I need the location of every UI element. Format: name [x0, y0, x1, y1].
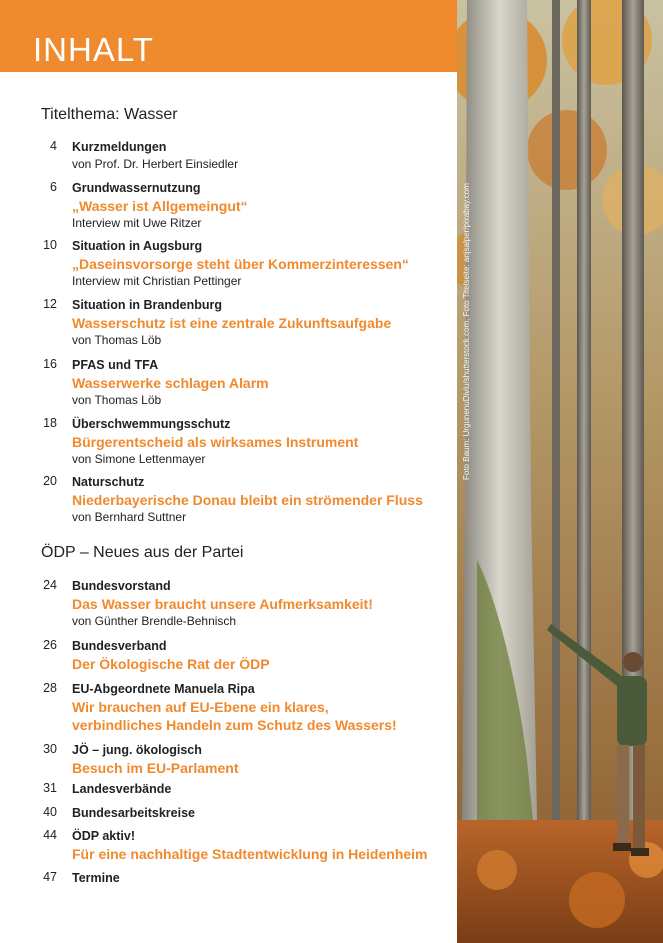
entry-headline-line2: verbindliches Handeln zum Schutz des Wassers!: [72, 717, 397, 733]
page-number: 28: [43, 681, 57, 695]
entry-byline: von Prof. Dr. Herbert Einsiedler: [72, 157, 239, 171]
entry-headline: „Wasser ist Allgemeingut“: [72, 198, 248, 214]
entry-headline: Wasserwerke schlagen Alarm: [72, 375, 269, 391]
page-number: 30: [43, 742, 57, 756]
entry-byline: von Günther Brendle-Behnisch: [72, 614, 237, 628]
page-number: 44: [43, 828, 57, 842]
entry-byline: von Simone Lettenmayer: [72, 452, 206, 466]
page-number: 10: [43, 238, 57, 252]
entry-kicker: Situation in Brandenburg: [72, 298, 222, 312]
page-number: 12: [43, 297, 57, 311]
entry-headline: Für eine nachhaltige Stadtentwicklung in Heidenheim: [72, 846, 428, 862]
entry-headline: „Daseinsvorsorge steht über Kommerzinteressen“: [72, 256, 409, 272]
page-number: 31: [43, 781, 57, 795]
entry-kicker: EU-Abgeordnete Manuela Ripa: [72, 682, 255, 696]
entry-kicker: Situation in Augsburg: [72, 239, 203, 253]
header-bar: [0, 0, 457, 72]
entry-byline: von Thomas Löb: [72, 393, 162, 407]
entry-kicker: ÖDP aktiv!: [72, 829, 135, 843]
entry-kicker: PFAS und TFA: [72, 358, 159, 372]
photo-credit: Foto Baum: UrgunenuDiviu/shutterstock.com, Foto Titelseite: anjsalper/pixabay.com: [462, 183, 471, 480]
entry-kicker: Bundesverband: [72, 639, 167, 653]
entry-byline: von Thomas Löb: [72, 333, 162, 347]
entry-kicker: Landesverbände: [72, 782, 172, 796]
page-number: 18: [43, 416, 57, 430]
entry-headline: Bürgerentscheid als wirksames Instrument: [72, 434, 359, 450]
page-number: 4: [50, 139, 57, 153]
section-title-wasser: Titelthema: Wasser: [41, 106, 178, 123]
entry-kicker: Kurzmeldungen: [72, 140, 167, 154]
entry-byline: von Bernhard Suttner: [72, 510, 187, 524]
entry-headline: Der Ökologische Rat der ÖDP: [72, 656, 270, 672]
entry-kicker: Termine: [72, 871, 120, 885]
entry-kicker: Bundesarbeitskreise: [72, 806, 195, 820]
page-number: 26: [43, 638, 57, 652]
entry-headline: Wir brauchen auf EU-Ebene ein klares,: [72, 699, 329, 715]
page-number: 24: [43, 578, 57, 592]
entry-kicker: JÖ – jung. ökologisch: [72, 743, 202, 757]
entry-kicker: Überschwemmungsschutz: [72, 417, 231, 431]
section-title-partei: ÖDP – Neues aus der Partei: [41, 544, 244, 561]
page-number: 20: [43, 474, 57, 488]
forest-photo: [457, 0, 663, 943]
entry-headline: Besuch im EU-Parlament: [72, 760, 239, 776]
entry-byline: Interview mit Christian Pettinger: [72, 274, 242, 288]
entry-headline: Das Wasser braucht unsere Aufmerksamkeit!: [72, 596, 373, 612]
entry-kicker: Naturschutz: [72, 475, 145, 489]
entry-headline: Wasserschutz ist eine zentrale Zukunftsaufgabe: [72, 315, 392, 331]
page-number: 47: [43, 870, 57, 884]
page-number: 6: [50, 180, 57, 194]
page-title: INHALT: [33, 31, 154, 68]
entry-byline: Interview mit Uwe Ritzer: [72, 216, 202, 230]
entry-kicker: Grundwassernutzung: [72, 181, 201, 195]
page-number: 40: [43, 805, 57, 819]
entry-kicker: Bundesvorstand: [72, 579, 171, 593]
entry-headline: Niederbayerische Donau bleibt ein strömender Fluss: [72, 492, 423, 508]
page-number: 16: [43, 357, 57, 371]
